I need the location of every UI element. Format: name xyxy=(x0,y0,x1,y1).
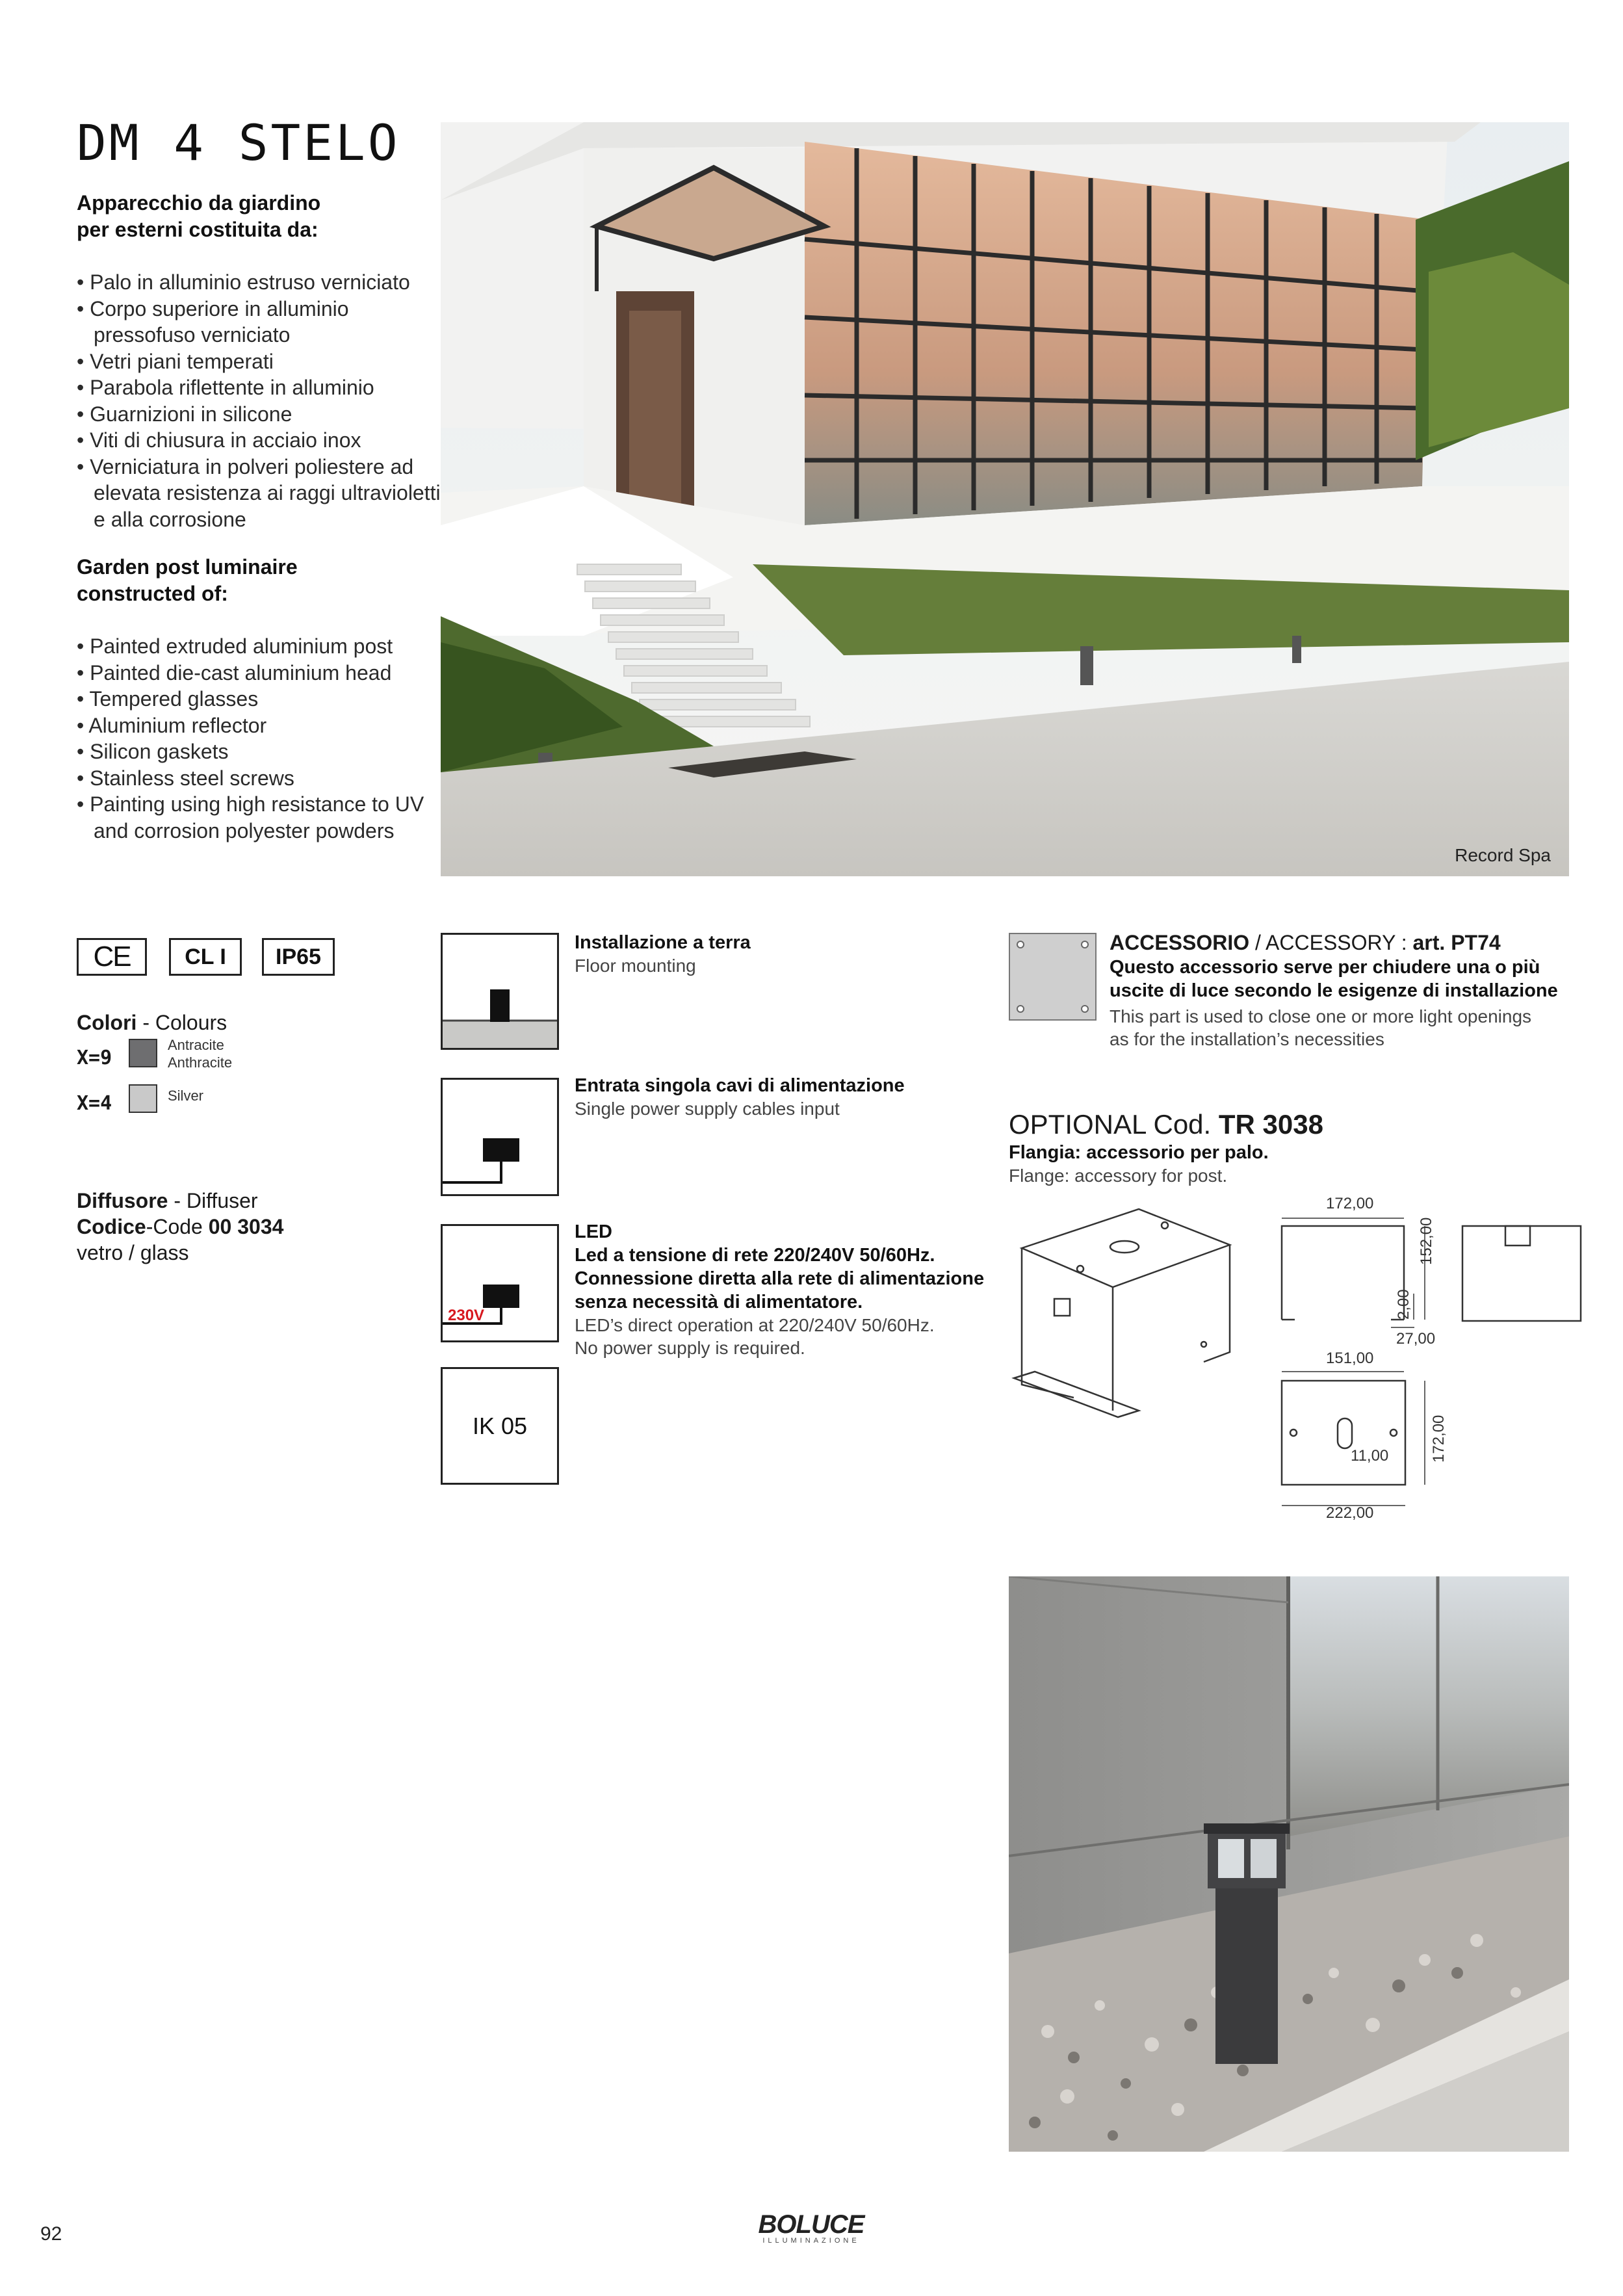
optional-heading xyxy=(1009,1108,1594,1141)
voltage-label: 230V xyxy=(448,1307,485,1324)
feature-it-item: • Palo in alluminio estruso verniciato xyxy=(77,269,441,296)
feature-en-item: • Silicon gaskets xyxy=(77,738,441,765)
floor-mounting-text xyxy=(575,931,965,977)
dim-slot-11: 11,00 xyxy=(1351,1447,1389,1465)
intro-italian-line-2: per esterni costituita da: xyxy=(77,218,318,241)
colour-option xyxy=(77,1039,402,1078)
dim-depth-172: 172,00 xyxy=(1430,1415,1448,1463)
feature-it-item: • Parabola riflettente in alluminio xyxy=(77,374,441,401)
accessory-desc-en-1: This part is used to close one or more light openings xyxy=(1110,1006,1532,1026)
dim-length-222: 222,00 xyxy=(1326,1504,1374,1522)
colours-heading-sep: - xyxy=(136,1011,155,1034)
led-it-3: senza necessità di alimentatore. xyxy=(575,1292,863,1312)
intro-italian xyxy=(77,190,441,243)
accessory-label-it: ACCESSORIO xyxy=(1110,931,1250,954)
diffuser-label-it: Diffusore xyxy=(77,1189,168,1212)
dim-height-152: 152,00 xyxy=(1418,1217,1435,1265)
page-number: 92 xyxy=(40,2223,62,2245)
colour-name-it: Silver xyxy=(168,1088,204,1104)
led-text xyxy=(575,1220,991,1359)
led-it-2: Connessione diretta alla rete di alimentazione xyxy=(575,1268,985,1289)
single-input-text xyxy=(575,1074,965,1120)
diffuser-code xyxy=(77,1214,283,1240)
optional-desc-it: Flangia: accessorio per palo. xyxy=(1009,1142,1269,1163)
photo-caption: Record Spa xyxy=(1455,845,1551,865)
colour-name-it: Antracite xyxy=(168,1037,224,1053)
brand-name: BOLUCE xyxy=(758,2210,864,2239)
feature-en-item: • Stainless steel screws xyxy=(77,765,441,792)
colours-heading-it: Colori xyxy=(77,1011,137,1034)
colour-name xyxy=(168,1087,203,1104)
colours-heading xyxy=(77,1011,227,1035)
led-it-1: Led a tensione di rete 220/240V 50/60Hz. xyxy=(575,1245,935,1266)
building-photo xyxy=(441,122,1569,876)
silver-swatch xyxy=(129,1084,157,1113)
ik-rating-box xyxy=(441,1367,559,1485)
colour-option xyxy=(77,1084,402,1123)
diffuser-sep: - xyxy=(168,1189,187,1212)
ik-rating: IK 05 xyxy=(472,1412,528,1439)
dim-thickness: 2,00 xyxy=(1395,1289,1412,1320)
code-label-en: -Code xyxy=(146,1215,203,1238)
floor-mounting-it: Installazione a terra xyxy=(575,932,751,953)
ce-mark: CE xyxy=(93,941,131,972)
led-heading: LED xyxy=(575,1221,612,1242)
led-en-1: LED’s direct operation at 220/240V 50/60Hz. xyxy=(575,1315,935,1335)
feature-it-item: • Viti di chiusura in acciaio inox xyxy=(77,427,441,454)
dim-flange-27: 27,00 xyxy=(1396,1330,1436,1348)
feature-it-item: • Corpo superiore in alluminio pressofuso verniciato xyxy=(77,296,441,348)
feature-en-item: • Painting using high resistance to UV and corrosion polyester powders xyxy=(77,791,441,844)
accessory-desc-it-2: uscite di luce secondo le esigenze di installazione xyxy=(1110,980,1558,1001)
ce-badge xyxy=(77,938,147,976)
brand-subtitle: ILLUMINAZIONE xyxy=(762,2237,860,2245)
flange-technical-drawing xyxy=(1274,1190,1599,1541)
feature-en-item: • Painted extruded aluminium post xyxy=(77,633,441,660)
product-photo-illustration xyxy=(1009,1576,1569,2152)
diffuser-material: vetro / glass xyxy=(77,1241,189,1264)
accessory-text xyxy=(1110,930,1604,1050)
diffuser-label-en: Diffuser xyxy=(186,1189,258,1212)
accessory-label-sep: / ACCESSORY : xyxy=(1249,931,1413,954)
anthracite-swatch xyxy=(129,1039,157,1067)
feature-en-item: • Painted die-cast aluminium head xyxy=(77,660,441,686)
colour-name xyxy=(168,1036,232,1071)
led-en-2: No power supply is required. xyxy=(575,1338,805,1358)
accessory-heading xyxy=(1110,930,1604,956)
intro-english-line-2: constructed of: xyxy=(77,582,228,605)
diffuser-label xyxy=(77,1188,283,1214)
feature-en-item: • Tempered glasses xyxy=(77,686,441,712)
accessory-desc-en-2: as for the installation’s necessities xyxy=(1110,1029,1384,1049)
intro-english-line-1: Garden post luminaire xyxy=(77,555,298,579)
feature-en-item: • Aluminium reflector xyxy=(77,712,441,739)
optional-label: OPTIONAL Cod. xyxy=(1009,1109,1212,1140)
class-badge: CL I xyxy=(169,938,242,976)
code-value: 00 3034 xyxy=(208,1215,284,1238)
dim-width-151: 151,00 xyxy=(1326,1350,1374,1367)
led-mains-icon xyxy=(441,1224,559,1342)
page-title: DM 4 STELO xyxy=(77,114,400,172)
product-photo xyxy=(1009,1576,1569,2152)
accessory-plate xyxy=(1009,933,1097,1021)
single-input-en: Single power supply cables input xyxy=(575,1099,840,1119)
intro-english xyxy=(77,554,441,607)
feature-it-item: • Guarnizioni in silicone xyxy=(77,401,441,428)
feature-it-item: • Vetri piani temperati xyxy=(77,348,441,375)
optional-block xyxy=(1009,1108,1594,1187)
features-english-list xyxy=(77,633,441,844)
colour-name-en: Anthracite xyxy=(168,1054,233,1071)
single-input-it: Entrata singola cavi di alimentazione xyxy=(575,1075,905,1096)
accessory-desc-it-1: Questo accessorio serve per chiudere una o più xyxy=(1110,957,1540,978)
feature-it-item: • Verniciatura in polveri poliestere ad elevata resistenza ai raggi ultravioletti e alla corrosione xyxy=(77,454,441,533)
floor-mounting-icon xyxy=(441,933,559,1050)
building-photo-illustration xyxy=(441,122,1569,876)
single-input-icon xyxy=(441,1078,559,1196)
colours-heading-en: Colours xyxy=(155,1011,227,1034)
colour-code: X=9 xyxy=(77,1047,112,1069)
features-italian-list xyxy=(77,269,441,532)
colour-code: X=4 xyxy=(77,1092,112,1115)
diffuser-block xyxy=(77,1188,283,1266)
code-label-it: Codice xyxy=(77,1215,146,1238)
dim-width-top: 172,00 xyxy=(1326,1195,1374,1212)
ip-badge: IP65 xyxy=(262,938,335,976)
floor-mounting-en: Floor mounting xyxy=(575,956,696,976)
flange-3d-drawing xyxy=(1009,1196,1243,1424)
intro-italian-line-1: Apparecchio da giardino xyxy=(77,191,321,215)
optional-code: TR 3038 xyxy=(1218,1109,1323,1140)
optional-desc-en: Flange: accessory for post. xyxy=(1009,1166,1228,1186)
brand-logo xyxy=(746,2210,876,2245)
accessory-code: art. PT74 xyxy=(1412,931,1501,954)
